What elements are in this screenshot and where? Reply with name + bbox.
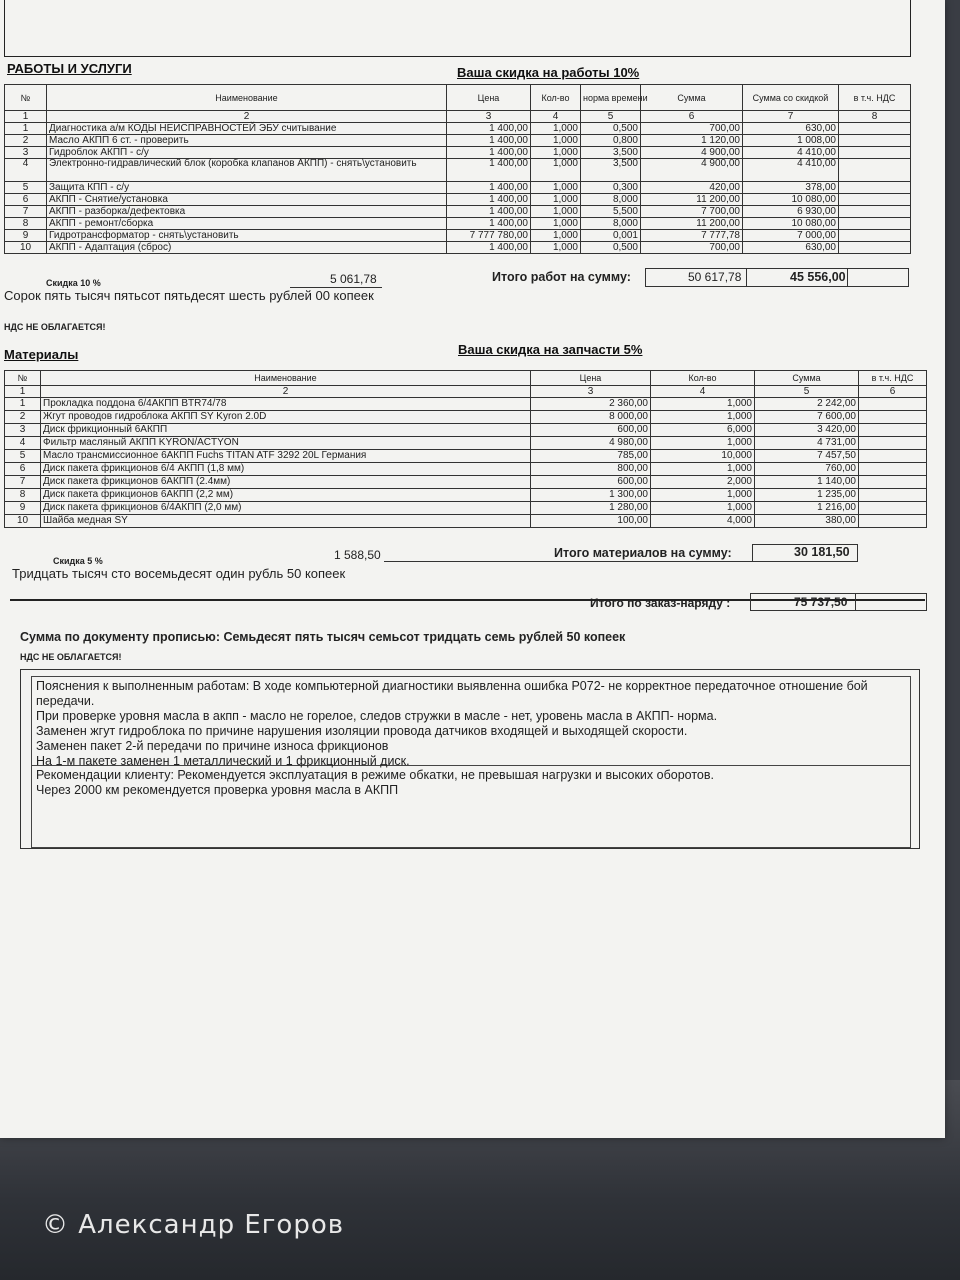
works-cell: Гидроблок АКПП - с/у <box>47 147 447 159</box>
materials-col-header: № <box>5 371 41 386</box>
works-col-header: Сумма <box>641 85 743 111</box>
works-cell: 8 <box>5 218 47 230</box>
materials-cell: 6 <box>5 463 41 476</box>
materials-header-row <box>5 371 927 386</box>
materials-cell: Шайба медная SY <box>41 515 531 528</box>
works-cell: 6 <box>5 194 47 206</box>
note-line: Заменен пакет 2-й передачи по причине износа фрикционов <box>36 739 389 753</box>
works-cell: 5 <box>5 182 47 194</box>
table-row <box>5 123 911 135</box>
order-total-vat-box <box>855 593 927 611</box>
materials-cell: 3 420,00 <box>755 424 859 437</box>
materials-index-cell: 4 <box>651 386 755 398</box>
works-col-header: Цена <box>447 85 531 111</box>
table-row <box>5 206 911 218</box>
table-row <box>5 437 927 450</box>
works-vat-note: НДС НЕ ОБЛАГАЕТСЯ! <box>4 322 106 332</box>
works-index-cell: 4 <box>531 111 581 123</box>
materials-cell: 9 <box>5 502 41 515</box>
works-index-cell: 6 <box>641 111 743 123</box>
materials-cell: 4 <box>5 437 41 450</box>
materials-cell: 380,00 <box>755 515 859 528</box>
works-cell: 1 400,00 <box>447 182 531 194</box>
works-cell: 1 400,00 <box>447 123 531 135</box>
works-cell: 1 400,00 <box>447 242 531 254</box>
materials-cell: Фильтр масляный АКПП KYRON/ACTYON <box>41 437 531 450</box>
order-total-value: 75 737,50 <box>794 595 848 609</box>
works-index-cell: 2 <box>47 111 447 123</box>
works-cell: 1 400,00 <box>447 218 531 230</box>
materials-cell: Прокладка поддона 6/4АКПП BTR74/78 <box>41 398 531 411</box>
materials-cell: 600,00 <box>531 476 651 489</box>
works-cell <box>839 218 911 230</box>
notes-box <box>20 669 920 849</box>
works-discount-value: 5 061,78 <box>330 272 377 286</box>
works-cell: 1,000 <box>531 147 581 159</box>
materials-cell: 2 <box>5 411 41 424</box>
table-row <box>5 489 927 502</box>
works-cell: 0,500 <box>581 123 641 135</box>
works-index-cell: 1 <box>5 111 47 123</box>
materials-cell: 7 457,50 <box>755 450 859 463</box>
works-total-label: Итого работ на сумму: <box>492 270 631 284</box>
materials-rows <box>5 398 927 528</box>
works-cell: 7 700,00 <box>641 206 743 218</box>
materials-cell: 1 140,00 <box>755 476 859 489</box>
works-cell: Масло АКПП 6 ст. - проверить <box>47 135 447 147</box>
materials-cell: Жгут проводов гидроблока АКПП SY Kyron 2.0D <box>41 411 531 424</box>
works-total-vat-box <box>847 268 909 287</box>
materials-cell <box>859 424 927 437</box>
works-cell <box>839 147 911 159</box>
works-total-sum: 50 617,78 <box>688 270 742 284</box>
materials-cell: 1,000 <box>651 398 755 411</box>
works-cell: 378,00 <box>743 182 839 194</box>
work-explanation <box>31 676 911 766</box>
materials-cell <box>859 437 927 450</box>
works-cell: Гидротрансформатор - снять\установить <box>47 230 447 242</box>
materials-discount-label: Скидка 5 % <box>53 556 103 566</box>
materials-total-label: Итого материалов на сумму: <box>554 546 732 560</box>
works-cell: 1 008,00 <box>743 135 839 147</box>
table-row <box>5 147 911 159</box>
works-cell: 11 200,00 <box>641 218 743 230</box>
materials-cell: 1 <box>5 398 41 411</box>
works-cell: 10 080,00 <box>743 218 839 230</box>
materials-cell: 4,000 <box>651 515 755 528</box>
materials-index-cell: 5 <box>755 386 859 398</box>
order-vat-note: НДС НЕ ОБЛАГАЕТСЯ! <box>20 652 122 662</box>
works-cell: 0,800 <box>581 135 641 147</box>
works-cell: 1 <box>5 123 47 135</box>
materials-cell: 1,000 <box>651 489 755 502</box>
materials-discount-line <box>384 561 752 562</box>
table-row <box>5 424 927 437</box>
materials-cell: 6,000 <box>651 424 755 437</box>
works-total-discounted: 45 556,00 <box>790 270 846 284</box>
works-cell: 5,500 <box>581 206 641 218</box>
works-cell: 1,000 <box>531 135 581 147</box>
works-col-header: Наименование <box>47 85 447 111</box>
works-cell: 6 930,00 <box>743 206 839 218</box>
works-cell: 1,000 <box>531 206 581 218</box>
works-cell: 1,000 <box>531 242 581 254</box>
works-cell: 1 400,00 <box>447 159 531 182</box>
table-row <box>5 182 911 194</box>
works-cell: 7 <box>5 206 47 218</box>
materials-index-cell: 1 <box>5 386 41 398</box>
header-box <box>4 0 911 57</box>
materials-cell <box>859 463 927 476</box>
table-row <box>5 411 927 424</box>
note-line: На 1-м пакете заменен 1 металлический и 1 фрикционный диск. <box>36 754 410 768</box>
works-cell: 4 <box>5 159 47 182</box>
materials-cell <box>859 489 927 502</box>
materials-cell: 4 731,00 <box>755 437 859 450</box>
works-title: РАБОТЫ И УСЛУГИ <box>7 61 132 76</box>
materials-cell: 7 <box>5 476 41 489</box>
works-index-row <box>5 111 911 123</box>
works-cell: 7 777 780,00 <box>447 230 531 242</box>
materials-cell <box>859 450 927 463</box>
materials-total-words: Тридцать тысяч сто восемьдесят один рубль 50 копеек <box>12 566 346 581</box>
works-cell: 10 080,00 <box>743 194 839 206</box>
materials-cell: 8 000,00 <box>531 411 651 424</box>
materials-index-cell: 2 <box>41 386 531 398</box>
works-cell: 7 777,78 <box>641 230 743 242</box>
works-cell: 2 <box>5 135 47 147</box>
materials-cell: 1 300,00 <box>531 489 651 502</box>
recommendation-line: Рекомендации клиенту: Рекомендуется эксплуатация в режиме обкатки, не превышая нагрузки и высоких оборотов. <box>36 768 714 782</box>
materials-cell <box>859 398 927 411</box>
works-cell: 3,500 <box>581 147 641 159</box>
materials-cell: 1,000 <box>651 502 755 515</box>
table-row <box>5 476 927 489</box>
works-cell: Диагностика а/м КОДЫ НЕИСПРАВНОСТЕЙ ЭБУ считывание <box>47 123 447 135</box>
materials-cell: 7 600,00 <box>755 411 859 424</box>
works-index-cell: 5 <box>581 111 641 123</box>
works-cell: 1 120,00 <box>641 135 743 147</box>
works-cell: АКПП - ремонт/сборка <box>47 218 447 230</box>
materials-cell: 10 <box>5 515 41 528</box>
works-cell: 1,000 <box>531 159 581 182</box>
works-total-words: Сорок пять тысяч пятьсот пятьдесят шесть рублей 00 копеек <box>4 288 374 303</box>
works-cell: 630,00 <box>743 242 839 254</box>
materials-index-cell: 6 <box>859 386 927 398</box>
works-col-header: Сумма со скидкой <box>743 85 839 111</box>
works-cell <box>839 242 911 254</box>
note-line: передачи. <box>36 694 95 708</box>
works-cell <box>839 182 911 194</box>
materials-cell: 8 <box>5 489 41 502</box>
materials-title: Материалы <box>4 347 79 362</box>
materials-cell: 785,00 <box>531 450 651 463</box>
materials-cell: Диск фрикционный 6АКПП <box>41 424 531 437</box>
materials-cell: 1,000 <box>651 411 755 424</box>
works-rows <box>5 123 911 254</box>
materials-discount-value: 1 588,50 <box>334 548 381 562</box>
works-discount-label: Скидка 10 % <box>46 278 101 288</box>
materials-col-header: Кол-во <box>651 371 755 386</box>
order-total-label: Итого по заказ-наряду : <box>590 596 731 610</box>
materials-col-header: Цена <box>531 371 651 386</box>
materials-cell: 600,00 <box>531 424 651 437</box>
works-cell: 1 400,00 <box>447 147 531 159</box>
note-line: Пояснения к выполненным работам: В ходе компьютерной диагностики выявленна ошибка Р072- не корректное передаточное отношение бой <box>36 679 868 693</box>
works-cell: 3,500 <box>581 159 641 182</box>
table-row <box>5 230 911 242</box>
works-index-cell: 7 <box>743 111 839 123</box>
works-discount-title: Ваша скидка на работы 10% <box>457 65 640 80</box>
materials-cell: 3 <box>5 424 41 437</box>
table-row <box>5 242 911 254</box>
works-cell: 0,001 <box>581 230 641 242</box>
works-cell: 420,00 <box>641 182 743 194</box>
materials-cell <box>859 515 927 528</box>
materials-cell: 2 242,00 <box>755 398 859 411</box>
table-row <box>5 159 911 182</box>
works-cell: 11 200,00 <box>641 194 743 206</box>
materials-cell: 1,000 <box>651 437 755 450</box>
works-cell: Защита КПП - с/у <box>47 182 447 194</box>
works-cell: 1 400,00 <box>447 206 531 218</box>
table-row <box>5 502 927 515</box>
table-row <box>5 515 927 528</box>
works-cell: 3 <box>5 147 47 159</box>
table-row <box>5 463 927 476</box>
materials-col-header: Сумма <box>755 371 859 386</box>
materials-col-header: Наименование <box>41 371 531 386</box>
works-cell: 1,000 <box>531 194 581 206</box>
note-line: При проверке уровня масла в акпп - масло не горелое, следов стружки в масле - нет, уровень масла в АКПП- норма. <box>36 709 718 723</box>
works-cell: 1,000 <box>531 182 581 194</box>
works-cell: 4 900,00 <box>641 147 743 159</box>
works-cell: Электронно-гидравлический блок (коробка клапанов АКПП) - снять\установить <box>47 159 447 182</box>
works-cell: 4 900,00 <box>641 159 743 182</box>
materials-cell: 100,00 <box>531 515 651 528</box>
materials-cell: 1,000 <box>651 463 755 476</box>
works-cell: АКПП - разборка/дефектовка <box>47 206 447 218</box>
materials-cell <box>859 411 927 424</box>
materials-cell: 1 235,00 <box>755 489 859 502</box>
works-col-header: норма времени <box>581 85 641 111</box>
works-cell: 4 410,00 <box>743 147 839 159</box>
works-cell: 10 <box>5 242 47 254</box>
materials-total-sum: 30 181,50 <box>794 545 850 559</box>
materials-cell: 2 360,00 <box>531 398 651 411</box>
works-cell: 7 000,00 <box>743 230 839 242</box>
watermark: © Александр Егоров <box>42 1210 345 1240</box>
note-line: Заменен жгут гидроблока по причине нарушения изоляции провода датчиков входящей и выходящей скорости. <box>36 724 688 738</box>
works-cell: 4 410,00 <box>743 159 839 182</box>
materials-cell <box>859 502 927 515</box>
table-row <box>5 398 927 411</box>
works-cell <box>839 135 911 147</box>
materials-table <box>4 370 927 528</box>
table-row <box>5 450 927 463</box>
works-cell: 0,300 <box>581 182 641 194</box>
works-cell <box>839 206 911 218</box>
works-col-header: Кол-во <box>531 85 581 111</box>
works-index-cell: 8 <box>839 111 911 123</box>
works-cell <box>839 194 911 206</box>
works-table <box>4 84 911 254</box>
works-cell: 1 400,00 <box>447 194 531 206</box>
materials-cell: Масло трансмиссионное 6АКПП Fuchs TITAN ATF 3292 20L Германия <box>41 450 531 463</box>
works-cell: 0,500 <box>581 242 641 254</box>
works-cell <box>839 159 911 182</box>
materials-cell: Диск пакета фрикционов 6АКПП (2,2 мм) <box>41 489 531 502</box>
materials-cell: 2,000 <box>651 476 755 489</box>
materials-cell <box>859 476 927 489</box>
materials-index-row <box>5 386 927 398</box>
materials-cell: 10,000 <box>651 450 755 463</box>
materials-cell: 5 <box>5 450 41 463</box>
materials-cell: 800,00 <box>531 463 651 476</box>
works-cell: 700,00 <box>641 123 743 135</box>
materials-cell: Диск пакета фрикционов 6АКПП (2.4мм) <box>41 476 531 489</box>
recommendation-line: Через 2000 км рекомендуется проверка уровня масла в АКПП <box>36 783 399 797</box>
works-cell: 9 <box>5 230 47 242</box>
materials-col-header: в т.ч. НДС <box>859 371 927 386</box>
materials-discount-title: Ваша скидка на запчасти 5% <box>458 342 643 357</box>
table-row <box>5 218 911 230</box>
works-col-header: в т.ч. НДС <box>839 85 911 111</box>
works-index-cell: 3 <box>447 111 531 123</box>
works-cell: 630,00 <box>743 123 839 135</box>
works-cell <box>839 123 911 135</box>
works-col-header: № <box>5 85 47 111</box>
works-cell: АКПП - Снятие/установка <box>47 194 447 206</box>
order-sum-words: Сумма по документу прописью: Семьдесят пять тысяч семьсот тридцать семь рублей 50 копеек <box>20 630 626 644</box>
materials-cell: 760,00 <box>755 463 859 476</box>
materials-cell: Диск пакета фрикционов 6/4АКПП (2,0 мм) <box>41 502 531 515</box>
client-recommendations <box>31 766 911 848</box>
works-cell: 1,000 <box>531 123 581 135</box>
materials-index-cell: 3 <box>531 386 651 398</box>
works-cell: 1,000 <box>531 218 581 230</box>
materials-cell: 1 280,00 <box>531 502 651 515</box>
works-cell: АКПП - Адаптация (сброс) <box>47 242 447 254</box>
works-cell: 700,00 <box>641 242 743 254</box>
works-cell: 1 400,00 <box>447 135 531 147</box>
works-header-row <box>5 85 911 111</box>
works-cell: 1,000 <box>531 230 581 242</box>
materials-cell: Диск пакета фрикционов 6/4 АКПП (1,8 мм) <box>41 463 531 476</box>
materials-cell: 4 980,00 <box>531 437 651 450</box>
works-cell: 8,000 <box>581 218 641 230</box>
works-cell: 8,000 <box>581 194 641 206</box>
table-row <box>5 135 911 147</box>
works-cell <box>839 230 911 242</box>
table-row <box>5 194 911 206</box>
materials-cell: 1 216,00 <box>755 502 859 515</box>
